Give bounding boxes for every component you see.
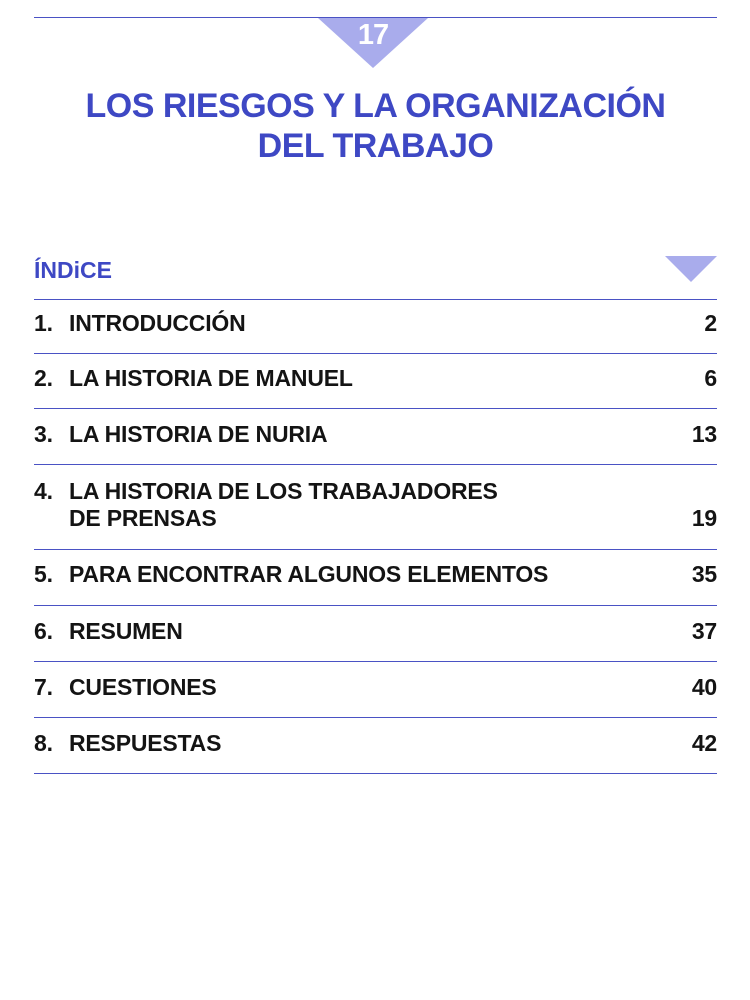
toc-entry-number: 8. — [34, 730, 53, 756]
toc-entry-title — [69, 561, 629, 588]
toc-entry-title — [69, 674, 629, 701]
toc-entry-title-line: RESPUESTAS — [69, 730, 222, 756]
toc-entry-title — [69, 618, 629, 645]
toc-entry-page: 19 — [691, 505, 717, 531]
toc-entry-1[interactable] — [34, 300, 717, 354]
toc-entry-2[interactable] — [34, 354, 717, 409]
toc-entry-page: 35 — [691, 561, 717, 587]
index-marker-triangle-icon — [665, 256, 717, 282]
chapter-title — [34, 86, 717, 166]
toc-entry-title-line: LA HISTORIA DE LOS TRABAJADORES — [69, 478, 498, 504]
toc-entry-5[interactable] — [34, 550, 717, 606]
toc-entry-title-line: CUESTIONES — [69, 674, 217, 700]
toc-entry-number: 2. — [34, 365, 53, 391]
toc-entry-6[interactable] — [34, 606, 717, 662]
toc-entry-page: 2 — [704, 310, 717, 336]
chapter-number: 17 — [357, 19, 389, 51]
table-of-contents — [34, 300, 717, 774]
toc-entry-title — [69, 310, 629, 337]
toc-entry-page: 13 — [691, 421, 717, 447]
toc-entry-number: 7. — [34, 674, 53, 700]
toc-entry-page: 37 — [691, 618, 717, 644]
toc-entry-4[interactable] — [34, 465, 717, 550]
toc-entry-number: 5. — [34, 561, 53, 587]
index-header — [34, 253, 717, 300]
toc-entry-number: 1. — [34, 310, 53, 336]
toc-entry-title — [69, 730, 629, 757]
toc-entry-title — [69, 421, 629, 448]
toc-entry-7[interactable] — [34, 662, 717, 718]
toc-entry-title-line: LA HISTORIA DE NURIA — [69, 421, 328, 447]
chapter-title-line-2: DEL TRABAJO — [257, 127, 494, 165]
toc-entry-title — [69, 478, 629, 532]
toc-entry-number: 4. — [34, 478, 53, 504]
toc-entry-title-line: INTRODUCCIÓN — [69, 310, 246, 336]
toc-entry-page: 40 — [691, 674, 717, 700]
toc-entry-number: 3. — [34, 421, 53, 447]
toc-entry-title-line: RESUMEN — [69, 618, 183, 644]
toc-entry-title-line: DE PRENSAS — [69, 505, 217, 531]
toc-entry-title-line: LA HISTORIA DE MANUEL — [69, 365, 353, 391]
chapter-title-line-1: LOS RIESGOS Y LA ORGANIZACIÓN — [85, 87, 666, 125]
toc-entry-page: 42 — [691, 730, 717, 756]
index-label: ÍNDiCE — [34, 257, 112, 283]
toc-entry-page: 6 — [704, 365, 717, 391]
toc-entry-title — [69, 365, 629, 392]
toc-entry-title-line: PARA ENCONTRAR ALGUNOS ELEMENTOS — [69, 561, 549, 587]
toc-entry-number: 6. — [34, 618, 53, 644]
toc-entry-3[interactable] — [34, 409, 717, 465]
chapter-badge — [318, 18, 428, 68]
toc-entry-8[interactable] — [34, 718, 717, 774]
